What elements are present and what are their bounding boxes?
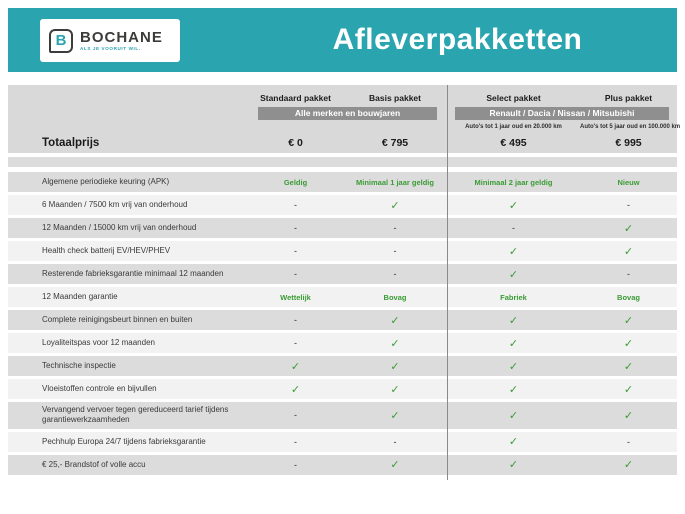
logo-tagline: ALS JE VOORUIT WIL. bbox=[80, 46, 141, 52]
text-value: Minimaal 1 jaar geldig bbox=[356, 177, 434, 187]
table-header bbox=[8, 85, 681, 153]
total-price-select: € 495 bbox=[500, 136, 527, 149]
row-label: Algemene periodieke keuring (APK) bbox=[42, 176, 170, 186]
total-price-row bbox=[8, 132, 677, 153]
dash-value: - bbox=[294, 436, 297, 447]
table-row bbox=[8, 333, 677, 353]
logo-brand: BOCHANE bbox=[80, 28, 163, 46]
check-icon: ✓ bbox=[390, 409, 400, 422]
text-value: Geldig bbox=[283, 177, 308, 187]
check-icon: ✓ bbox=[508, 409, 519, 422]
row-label: Vloeistoffen controle en bijvullen bbox=[42, 383, 157, 393]
check-icon: ✓ bbox=[508, 383, 519, 396]
check-icon: ✓ bbox=[290, 360, 301, 373]
table-row bbox=[8, 241, 677, 261]
banner-brand-list: Renault / Dacia / Nissan / Mitsubishi bbox=[455, 107, 669, 120]
header-bar bbox=[8, 8, 677, 72]
text-value: Bovag bbox=[617, 292, 640, 302]
text-value: Minimaal 2 jaar geldig bbox=[474, 177, 553, 187]
dash-value: - bbox=[294, 200, 297, 210]
subnote-select: Auto's tot 1 jaar oud en 20.000 km bbox=[465, 123, 562, 130]
group-banners-row bbox=[8, 106, 677, 121]
row-label: Health check batterij EV/HEV/PHEV bbox=[42, 245, 171, 255]
page-title: Afleverpakketten bbox=[332, 23, 583, 56]
check-icon: ✓ bbox=[508, 314, 519, 327]
table-row bbox=[8, 356, 677, 376]
dash-value: - bbox=[294, 459, 297, 470]
dash-value: - bbox=[294, 338, 297, 348]
row-label: Loyaliteitspas voor 12 maanden bbox=[42, 337, 155, 347]
feature-rows bbox=[8, 172, 677, 475]
check-icon: ✓ bbox=[390, 337, 400, 350]
check-icon: ✓ bbox=[623, 383, 634, 396]
check-icon: ✓ bbox=[623, 245, 634, 258]
dash-value: - bbox=[294, 246, 297, 256]
row-label: Vervangend vervoer tegen gereduceerd tarief tijdens garantiewerkzaamheden bbox=[42, 405, 229, 425]
dash-value: - bbox=[627, 269, 630, 279]
spacer-row bbox=[8, 157, 677, 167]
dash-value: - bbox=[393, 223, 397, 233]
logo-letter: B bbox=[55, 32, 67, 49]
dash-value: - bbox=[393, 246, 397, 256]
total-price-label: Totaalprijs bbox=[42, 136, 100, 149]
table-row bbox=[8, 287, 677, 307]
check-icon: ✓ bbox=[508, 459, 519, 472]
check-icon: ✓ bbox=[508, 268, 519, 281]
text-value: Fabriek bbox=[500, 292, 527, 302]
check-icon: ✓ bbox=[508, 245, 519, 258]
table-row bbox=[8, 432, 677, 452]
subnotes-row bbox=[8, 121, 681, 132]
dash-value: - bbox=[393, 436, 397, 447]
check-icon: ✓ bbox=[290, 383, 301, 396]
check-icon: ✓ bbox=[508, 199, 519, 212]
row-label: Pechhulp Europa 24/7 tijdens fabrieksgarantie bbox=[42, 436, 206, 446]
total-price-standaard: € 0 bbox=[288, 136, 303, 149]
bochane-logo-icon bbox=[49, 29, 73, 53]
row-label: € 25,- Brandstof of volle accu bbox=[42, 459, 146, 469]
dash-value: - bbox=[294, 223, 297, 233]
column-group-divider bbox=[447, 85, 448, 480]
check-icon: ✓ bbox=[623, 222, 634, 235]
check-icon: ✓ bbox=[390, 199, 400, 212]
dash-value: - bbox=[627, 436, 630, 447]
total-price-plus: € 995 bbox=[615, 136, 642, 149]
logo-text bbox=[80, 30, 163, 52]
table-row bbox=[8, 195, 677, 215]
subnote-plus: Auto's tot 5 jaar oud en 100.000 km bbox=[580, 123, 681, 130]
check-icon: ✓ bbox=[623, 337, 634, 350]
row-label: Resterende fabrieksgarantie minimaal 12 maanden bbox=[42, 268, 224, 278]
table-row bbox=[8, 172, 677, 192]
table-row bbox=[8, 264, 677, 284]
check-icon: ✓ bbox=[508, 436, 519, 449]
column-header-plus: Plus pakket bbox=[604, 93, 653, 103]
total-price-basis: € 795 bbox=[381, 136, 409, 149]
table-row bbox=[8, 455, 677, 475]
banner-all-brands: Alle merken en bouwjaren bbox=[258, 107, 437, 120]
check-icon: ✓ bbox=[508, 337, 519, 350]
row-label: Technische inspectie bbox=[42, 360, 116, 370]
check-icon: ✓ bbox=[623, 459, 634, 472]
check-icon: ✓ bbox=[390, 314, 400, 327]
check-icon: ✓ bbox=[623, 360, 634, 373]
text-value: Bovag bbox=[383, 292, 407, 302]
dash-value: - bbox=[294, 315, 297, 325]
dash-value: - bbox=[393, 269, 397, 279]
column-header-basis: Basis pakket bbox=[369, 93, 421, 103]
table-row bbox=[8, 402, 677, 429]
check-icon: ✓ bbox=[390, 360, 400, 373]
row-label: 12 Maanden garantie bbox=[42, 291, 118, 301]
table-row bbox=[8, 218, 677, 238]
dash-value: - bbox=[512, 223, 515, 233]
bochane-logo bbox=[40, 19, 180, 62]
check-icon: ✓ bbox=[508, 360, 519, 373]
column-headers-row bbox=[8, 90, 677, 106]
row-label: 6 Maanden / 7500 km vrij van onderhoud bbox=[42, 199, 188, 209]
dash-value: - bbox=[294, 269, 297, 279]
dash-value: - bbox=[294, 410, 297, 421]
column-header-standaard: Standaard pakket bbox=[260, 93, 331, 103]
table-row bbox=[8, 379, 677, 399]
text-value: Wettelijk bbox=[280, 292, 311, 302]
column-header-select: Select pakket bbox=[486, 93, 541, 103]
row-label: 12 Maanden / 15000 km vrij van onderhoud bbox=[42, 222, 197, 232]
check-icon: ✓ bbox=[623, 409, 634, 422]
dash-value: - bbox=[627, 200, 630, 210]
table-row bbox=[8, 310, 677, 330]
row-label: Complete reinigingsbeurt binnen en buiten bbox=[42, 314, 193, 324]
check-icon: ✓ bbox=[390, 459, 400, 472]
text-value: Nieuw bbox=[617, 177, 640, 187]
table-body bbox=[8, 157, 677, 478]
check-icon: ✓ bbox=[390, 383, 400, 396]
check-icon: ✓ bbox=[623, 314, 634, 327]
